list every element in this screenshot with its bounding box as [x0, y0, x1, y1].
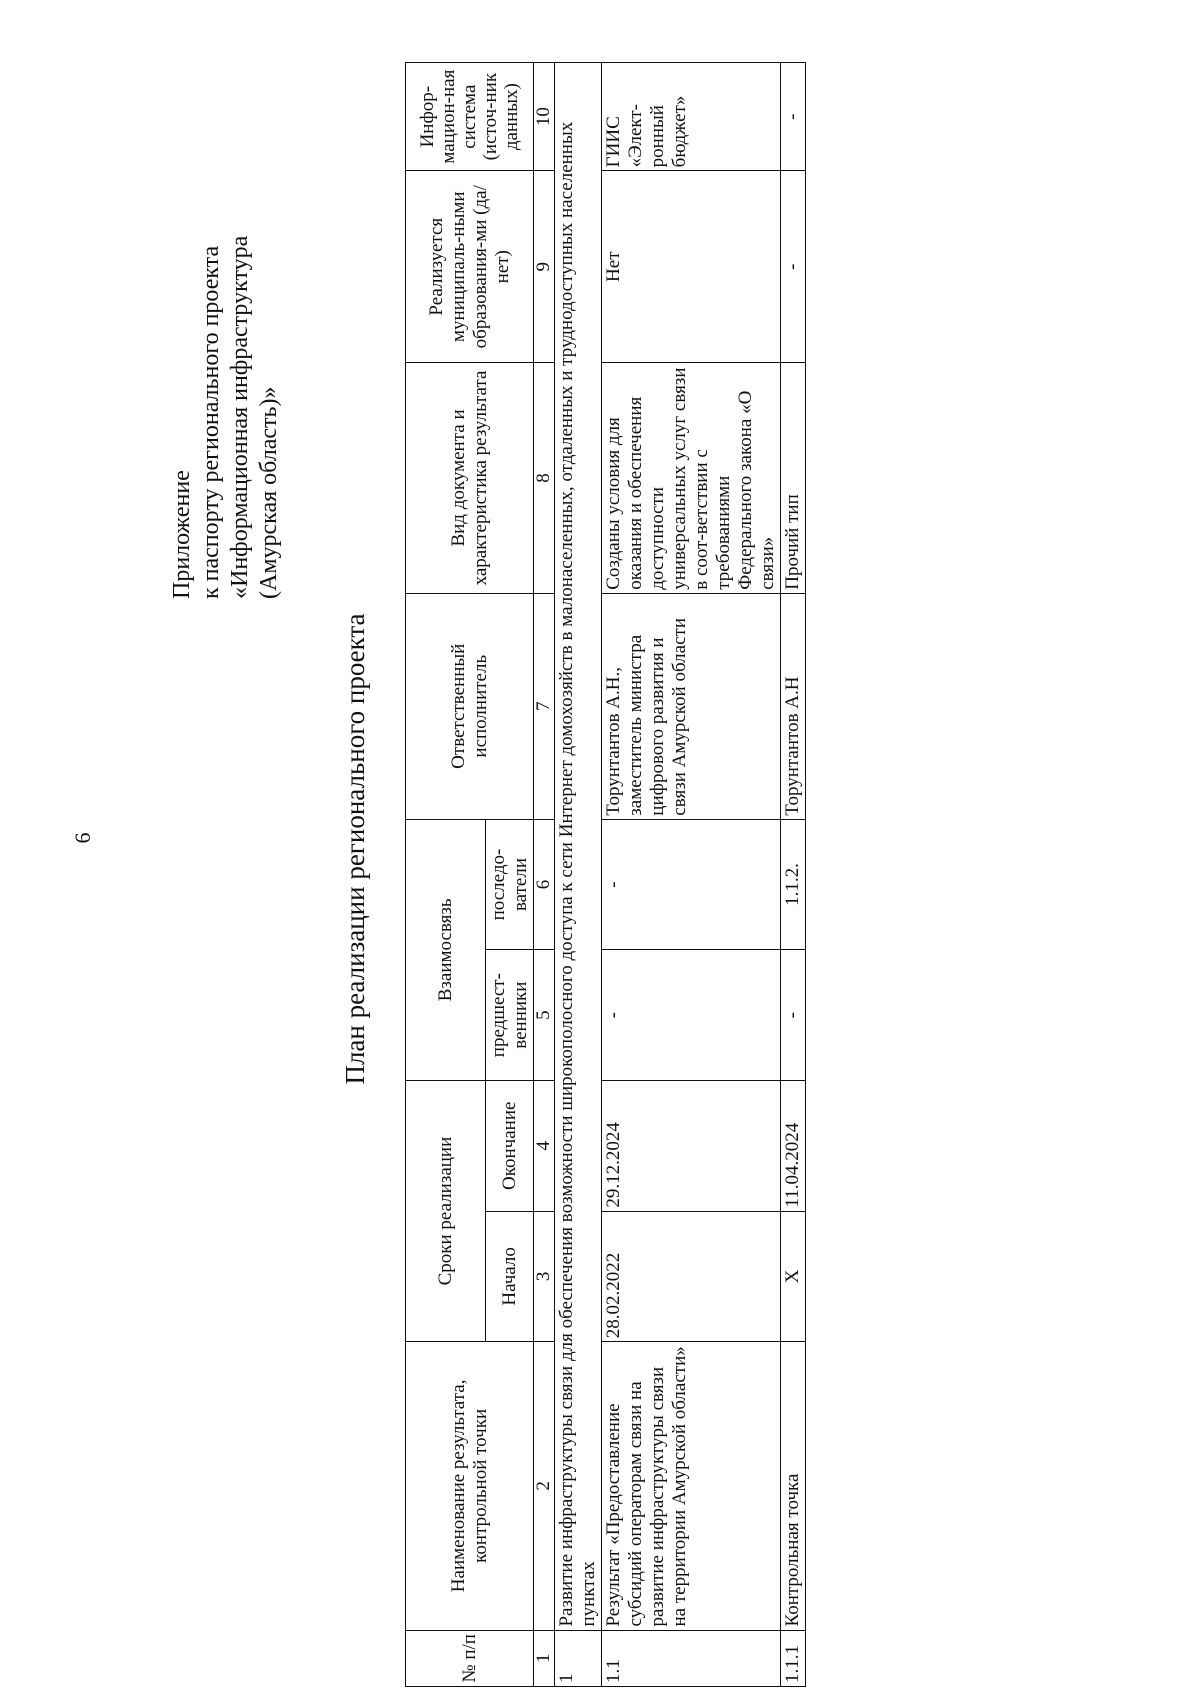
column-number: 5 — [534, 950, 555, 1081]
row-predecessors: - — [602, 950, 781, 1081]
row-successors: 1.1.2. — [781, 819, 806, 950]
header-dates: Сроки реализации — [406, 1080, 486, 1341]
header-start: Начало — [486, 1211, 534, 1342]
row-end: 11.04.2024 — [781, 1080, 806, 1211]
header-num: № п/п — [406, 1630, 534, 1686]
row-predecessors: - — [781, 950, 806, 1081]
row-info-system: - — [781, 63, 806, 171]
column-number-row — [534, 63, 555, 1687]
page-number: 6 — [70, 832, 95, 844]
header-end: Окончание — [486, 1080, 534, 1211]
row-municipal: Нет — [602, 171, 781, 363]
header-doc-type: Вид документа и характеристика результата — [406, 363, 534, 594]
appendix-line-3: «Информационная инфраструктура — [227, 235, 253, 599]
row-municipal: - — [781, 171, 806, 363]
column-number: 10 — [534, 63, 555, 171]
row-doc-type: Прочий тип — [781, 363, 806, 594]
row-responsible: Торунтантов А.Н., заместитель министра цифрового развития и связи Амурской области — [602, 593, 781, 819]
row-num: 1.1.1 — [781, 1630, 806, 1686]
appendix-line-2: к паспорту регионального проекта — [198, 245, 224, 599]
appendix-line-1: Приложение — [169, 470, 195, 599]
header-name: Наименование результата, контрольной точки — [406, 1342, 534, 1630]
header-successors: последо-ватели — [486, 819, 534, 950]
row-info-system: ГИИС «Элект-ронный бюджет» — [602, 63, 781, 171]
row-successors: - — [602, 819, 781, 950]
row-start: Х — [781, 1211, 806, 1342]
appendix-line-4: (Амурская область)» — [256, 386, 282, 599]
table-row — [781, 63, 806, 1687]
appendix-note — [168, 39, 284, 599]
row-doc-type: Созданы условия для оказания и обеспечения доступности универсальных услуг связи в соот-ветствии с требованиями Федерального закона «О связи» — [602, 363, 781, 594]
header-relation: Взаимосвязь — [406, 819, 486, 1080]
column-number: 6 — [534, 819, 555, 950]
header-row-top — [406, 63, 486, 1687]
section-row — [555, 63, 602, 1687]
column-number: 2 — [534, 1342, 555, 1630]
table-row — [602, 63, 781, 1687]
row-start: 28.02.2022 — [602, 1211, 781, 1342]
row-end: 29.12.2024 — [602, 1080, 781, 1211]
column-number: 9 — [534, 171, 555, 363]
row-num: 1.1 — [602, 1630, 781, 1686]
row-name: Контрольная точка — [781, 1342, 806, 1630]
header-info-system: Инфор-мацион-ная система (источ-ник данных) — [406, 63, 534, 171]
column-number: 4 — [534, 1080, 555, 1211]
row-responsible: Торунтантов А.Н — [781, 593, 806, 819]
header-responsible: Ответственный исполнитель — [406, 593, 534, 819]
column-number: 1 — [534, 1630, 555, 1686]
document-title: План реализации регионального проекта — [340, 613, 370, 1085]
implementation-plan-table — [405, 62, 806, 1687]
column-number: 3 — [534, 1211, 555, 1342]
column-number: 7 — [534, 593, 555, 819]
column-number: 8 — [534, 363, 555, 594]
header-municipal: Реализуется муниципаль-ными образования-ми (да/нет) — [406, 171, 534, 363]
row-name: Результат «Предоставление субсидий операторам связи на развитие инфраструктуры связи на территории Амурской области» — [602, 1342, 781, 1630]
section-title: Развитие инфраструктуры связи для обеспечения возможности широкополосного доступа к сети Интернет домохозяйств в малонаселенных, отдаленных и труднодоступных населенных пунктах — [555, 63, 602, 1631]
section-num: 1 — [555, 1630, 602, 1686]
header-predecessors: предшест-венники — [486, 950, 534, 1081]
